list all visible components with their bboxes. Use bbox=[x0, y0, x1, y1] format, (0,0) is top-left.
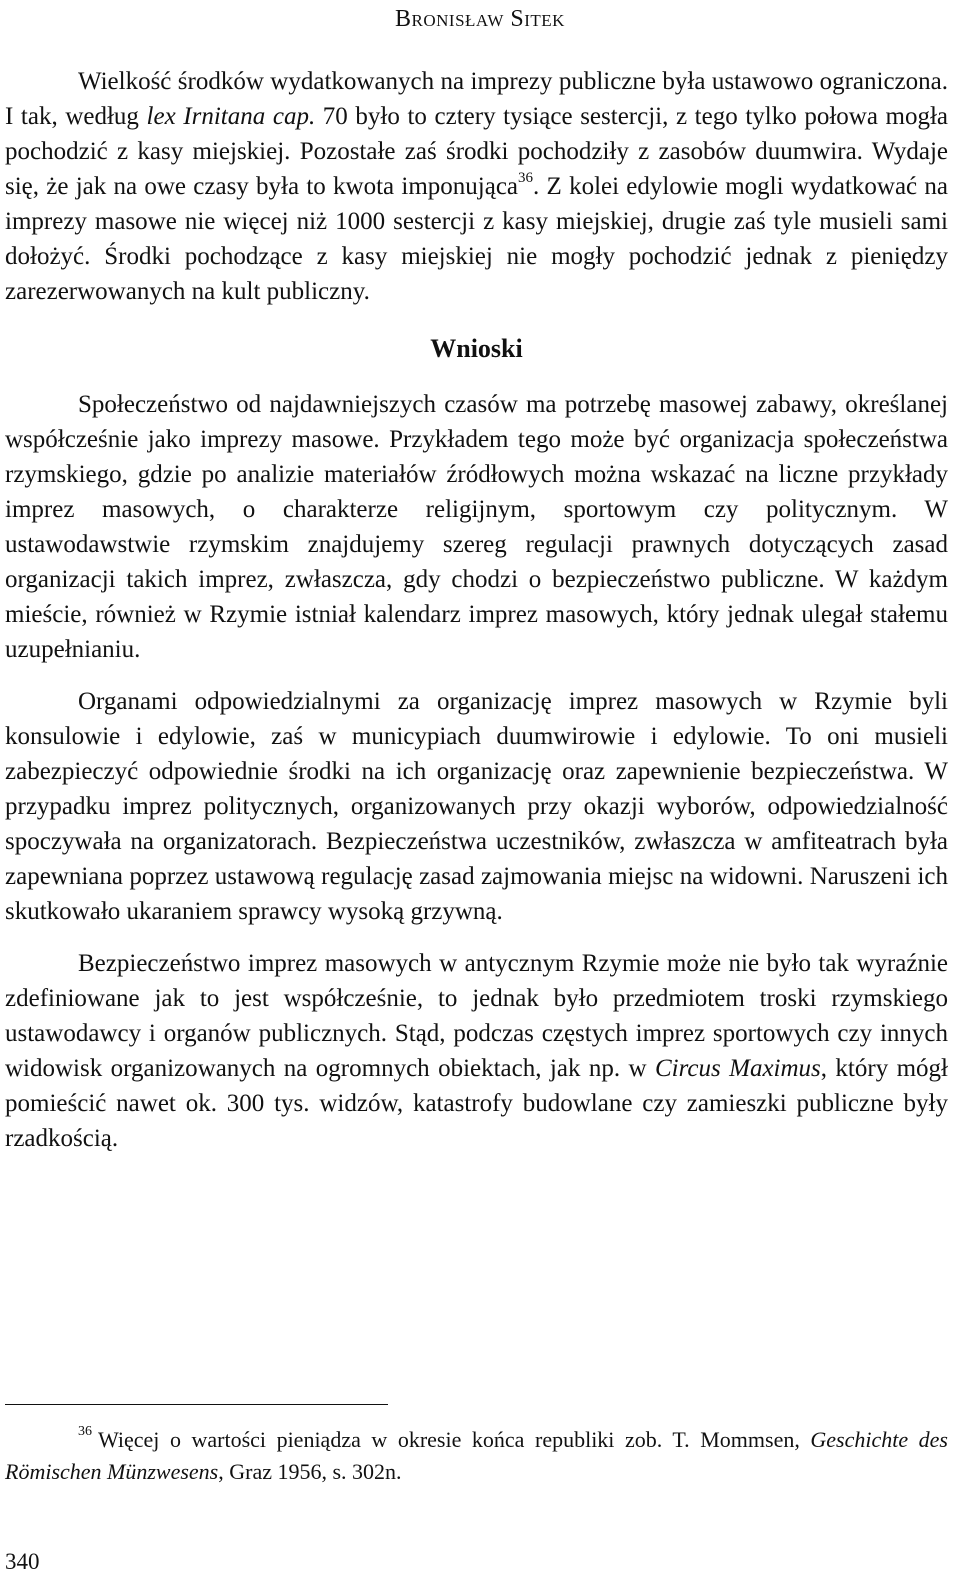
body-text bbox=[5, 64, 948, 1156]
citation-lex-irnitana: lex Irnitana cap. bbox=[146, 103, 316, 130]
paragraph-2: Społeczeństwo od najdawniejszych czasów ma potrzebę masowej zabawy, określanej współcześnie jako imprezy masowe. Przykładem tego może być organizacja społeczeństwa rzymskiego, gdzie po analizie materiałów źródłowych można wskazać na liczne przykłady imprez masowych, o charakterze religijnym, sportowym czy politycznym. W ustawodawstwie rzymskim znajdujemy szereg regulacji prawnych dotyczących zasad organizacji takich imprez, zwłaszcza, gdy chodzi o bezpieczeństwo publiczne. W każdym mieście, również w Rzymie istniał kalendarz imprez masowych, który jednak ulegał stałemu uzupełnianiu. bbox=[5, 391, 948, 663]
footnote-reference[interactable]: 36 bbox=[518, 170, 534, 186]
paragraph-3: Organami odpowiedzialnymi za organizację imprez masowych w Rzymie byli konsulowie i edylowie, zaś w municypiach duumwirowie i edylowie. To oni musieli zabezpieczyć odpowiednie środki na ich organizację oraz zapewnienie bezpieczeństwa. W przypadku imprez politycznych, organizowanych przy okazji wyborów, odpowiedzialność spoczywała na organizatorach. Bezpieczeństwa uczestników, zwłaszcza w amfiteatrach była zapewniana poprzez ustawową regulację zasad zajmowania miejsc na widowni. Naruszeni ich skutkowało ukaraniem sprawcy wysoką grzywną. bbox=[5, 688, 948, 925]
italic-circus-maximus: Circus Maximus bbox=[654, 1055, 821, 1082]
footnote-book-title: Geschichte des Römischen Münzwesens bbox=[5, 1427, 948, 1484]
section-heading: Wnioski bbox=[430, 334, 523, 363]
footnote-separator bbox=[5, 1404, 388, 1405]
footnote-number: 36 bbox=[78, 1424, 92, 1439]
paragraph-4: Bezpieczeństwo imprez masowych w antycznym Rzymie może nie było tak wyraźnie zdefiniowane jak to jest współcześnie, to jednak było przedmiotem troski rzymskiego ustawodawcy i organów publicznych. Stąd, podczas częstych imprez sportowych czy innych widowisk organizowanych na ogromnych obiektach, jak np. w Circus Maximus, który mógł pomieścić nawet ok. 300 tys. widzów, katastrofy budowlane czy zamieszki publiczne były rzadkością. bbox=[5, 950, 949, 1152]
paragraph-1: Wielkość środków wydatkowanych na imprezy publiczne była ustawowo ograniczona. I tak, według lex Irnitana cap. 70 było to cztery tysiące sestercji, z tego tylko połowa mogła pochodzić z kasy miejskiej. Pozostałe zaś środki pochodziły z zasobów duumwira. Wydaje się, że jak na owe czasy była to kwota imponująca$^{36}$. Z kolei edylowie mogli wydatkować na imprezy masowe nie więcej niż 1000 sestercji z kasy miejskiej, drugie zaś tyle musieli sami dołożyć. Środki pochodzące z kasy miejskiej nie mogły pochodzić jednak z pieniędzy zarezerwowanych na kult publiczny. bbox=[5, 68, 949, 305]
footnote-36: $^{36}$ Więcej o wartości pieniądza w okresie końca republiki zob. T. Mommsen, Geschichte des Römischen Münzwesens, Graz 1956, s. 302n. bbox=[5, 1424, 948, 1484]
running-header: Bronisław Sitek bbox=[395, 6, 565, 32]
page-number: 340 bbox=[5, 1549, 40, 1574]
